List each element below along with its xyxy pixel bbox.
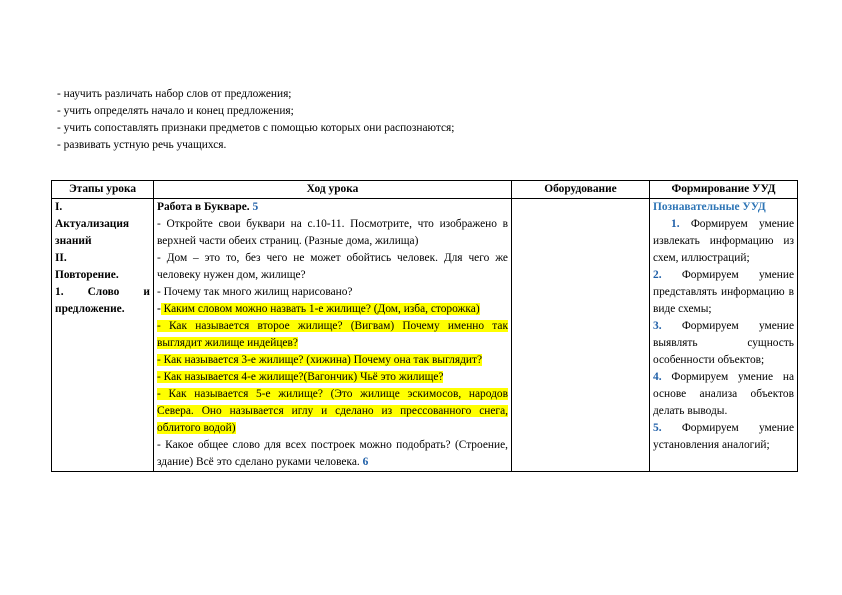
course-title: Работа в Букваре. bbox=[157, 201, 250, 213]
uud-item-text: Формируем умение представлять информацию в виде схемы; bbox=[653, 269, 794, 315]
goal-item: - развивать устную речь учащихся. bbox=[57, 139, 227, 151]
stage-actualization: Актуализация знаний bbox=[55, 218, 130, 247]
header-stages: Этапы урока bbox=[52, 181, 154, 199]
course-highlight: - Как называется второе жилище? (Вигвам) Почему именно так выглядит жилище индейцев? bbox=[157, 320, 508, 349]
equipment-cell bbox=[512, 199, 650, 472]
uud-item-text: Формируем умение выявлять сущность особенности объектов; bbox=[653, 320, 794, 366]
stage-repetition: Повторение. bbox=[55, 269, 119, 281]
uud-cell bbox=[650, 199, 798, 472]
header-uud: Формирование УУД bbox=[650, 181, 798, 199]
course-paragraph: - Откройте свои буквари на с.10-11. Посмотрите, что изображено в верхней части обеих страниц. (Разные дома, жилища) bbox=[157, 218, 508, 247]
course-title-number: 5 bbox=[252, 201, 259, 213]
course-paragraph-number: 6 bbox=[362, 456, 369, 468]
course-highlight: - Как называется 4-е жилище?(Вагончик) Чьё это жилище? bbox=[157, 371, 444, 383]
course-paragraph: - Дом – это то, без чего не может обойтись человек. Для чего же человеку нужен дом, жилище? bbox=[157, 252, 508, 281]
course-paragraph: - Какое общее слово для всех построек можно подобрать? (Строение, здание) Всё это сделано руками человека. bbox=[157, 439, 508, 468]
goal-item: - научить различать набор слов от предложения; bbox=[57, 88, 292, 100]
uud-item-number: 3. bbox=[653, 320, 662, 332]
course-highlight: Каким словом можно назвать 1-е жилище? (Дом, изба, сторожка) bbox=[160, 303, 480, 315]
uud-item-number: 5. bbox=[653, 422, 662, 434]
goal-item: - учить сопоставлять признаки предметов с помощью которых они распознаются; bbox=[57, 122, 455, 134]
uud-title: Познавательные УУД bbox=[653, 201, 766, 213]
course-cell bbox=[154, 199, 512, 472]
course-paragraph: - Почему так много жилищ нарисовано? bbox=[157, 286, 353, 298]
lesson-goals bbox=[57, 86, 797, 154]
header-equipment: Оборудование bbox=[512, 181, 650, 199]
header-course: Ход урока bbox=[154, 181, 512, 199]
stage-cell bbox=[52, 199, 154, 472]
stage-word-sentence: 1. Слово и предложение. bbox=[55, 286, 150, 315]
uud-item-text: Формируем умение установления аналогий; bbox=[653, 422, 794, 451]
table-row bbox=[52, 199, 798, 472]
uud-item-text: Формируем умение на основе анализа объектов делать выводы. bbox=[653, 371, 794, 417]
table-header-row bbox=[52, 181, 798, 199]
stage-numeral-1: I. bbox=[55, 201, 63, 213]
uud-item-number: 4. bbox=[653, 371, 662, 383]
uud-item-text: Формируем умение извлекать информацию из схем, иллюстраций; bbox=[653, 218, 794, 264]
course-dash: - bbox=[157, 303, 161, 315]
stage-numeral-2: II. bbox=[55, 252, 67, 264]
course-highlight: - Как называется 3-е жилище? (хижина) Почему она так выглядит? bbox=[157, 354, 483, 366]
lesson-table bbox=[51, 180, 798, 472]
uud-item-number: 1. bbox=[671, 218, 680, 230]
uud-item-number: 2. bbox=[653, 269, 662, 281]
course-highlight: - Как называется 5-е жилище? (Это жилище эскимосов, народов Севера. Оно называется иглу и сделано из прессованного снега, облитого водой) bbox=[157, 388, 508, 434]
goal-item: - учить определять начало и конец предложения; bbox=[57, 105, 294, 117]
